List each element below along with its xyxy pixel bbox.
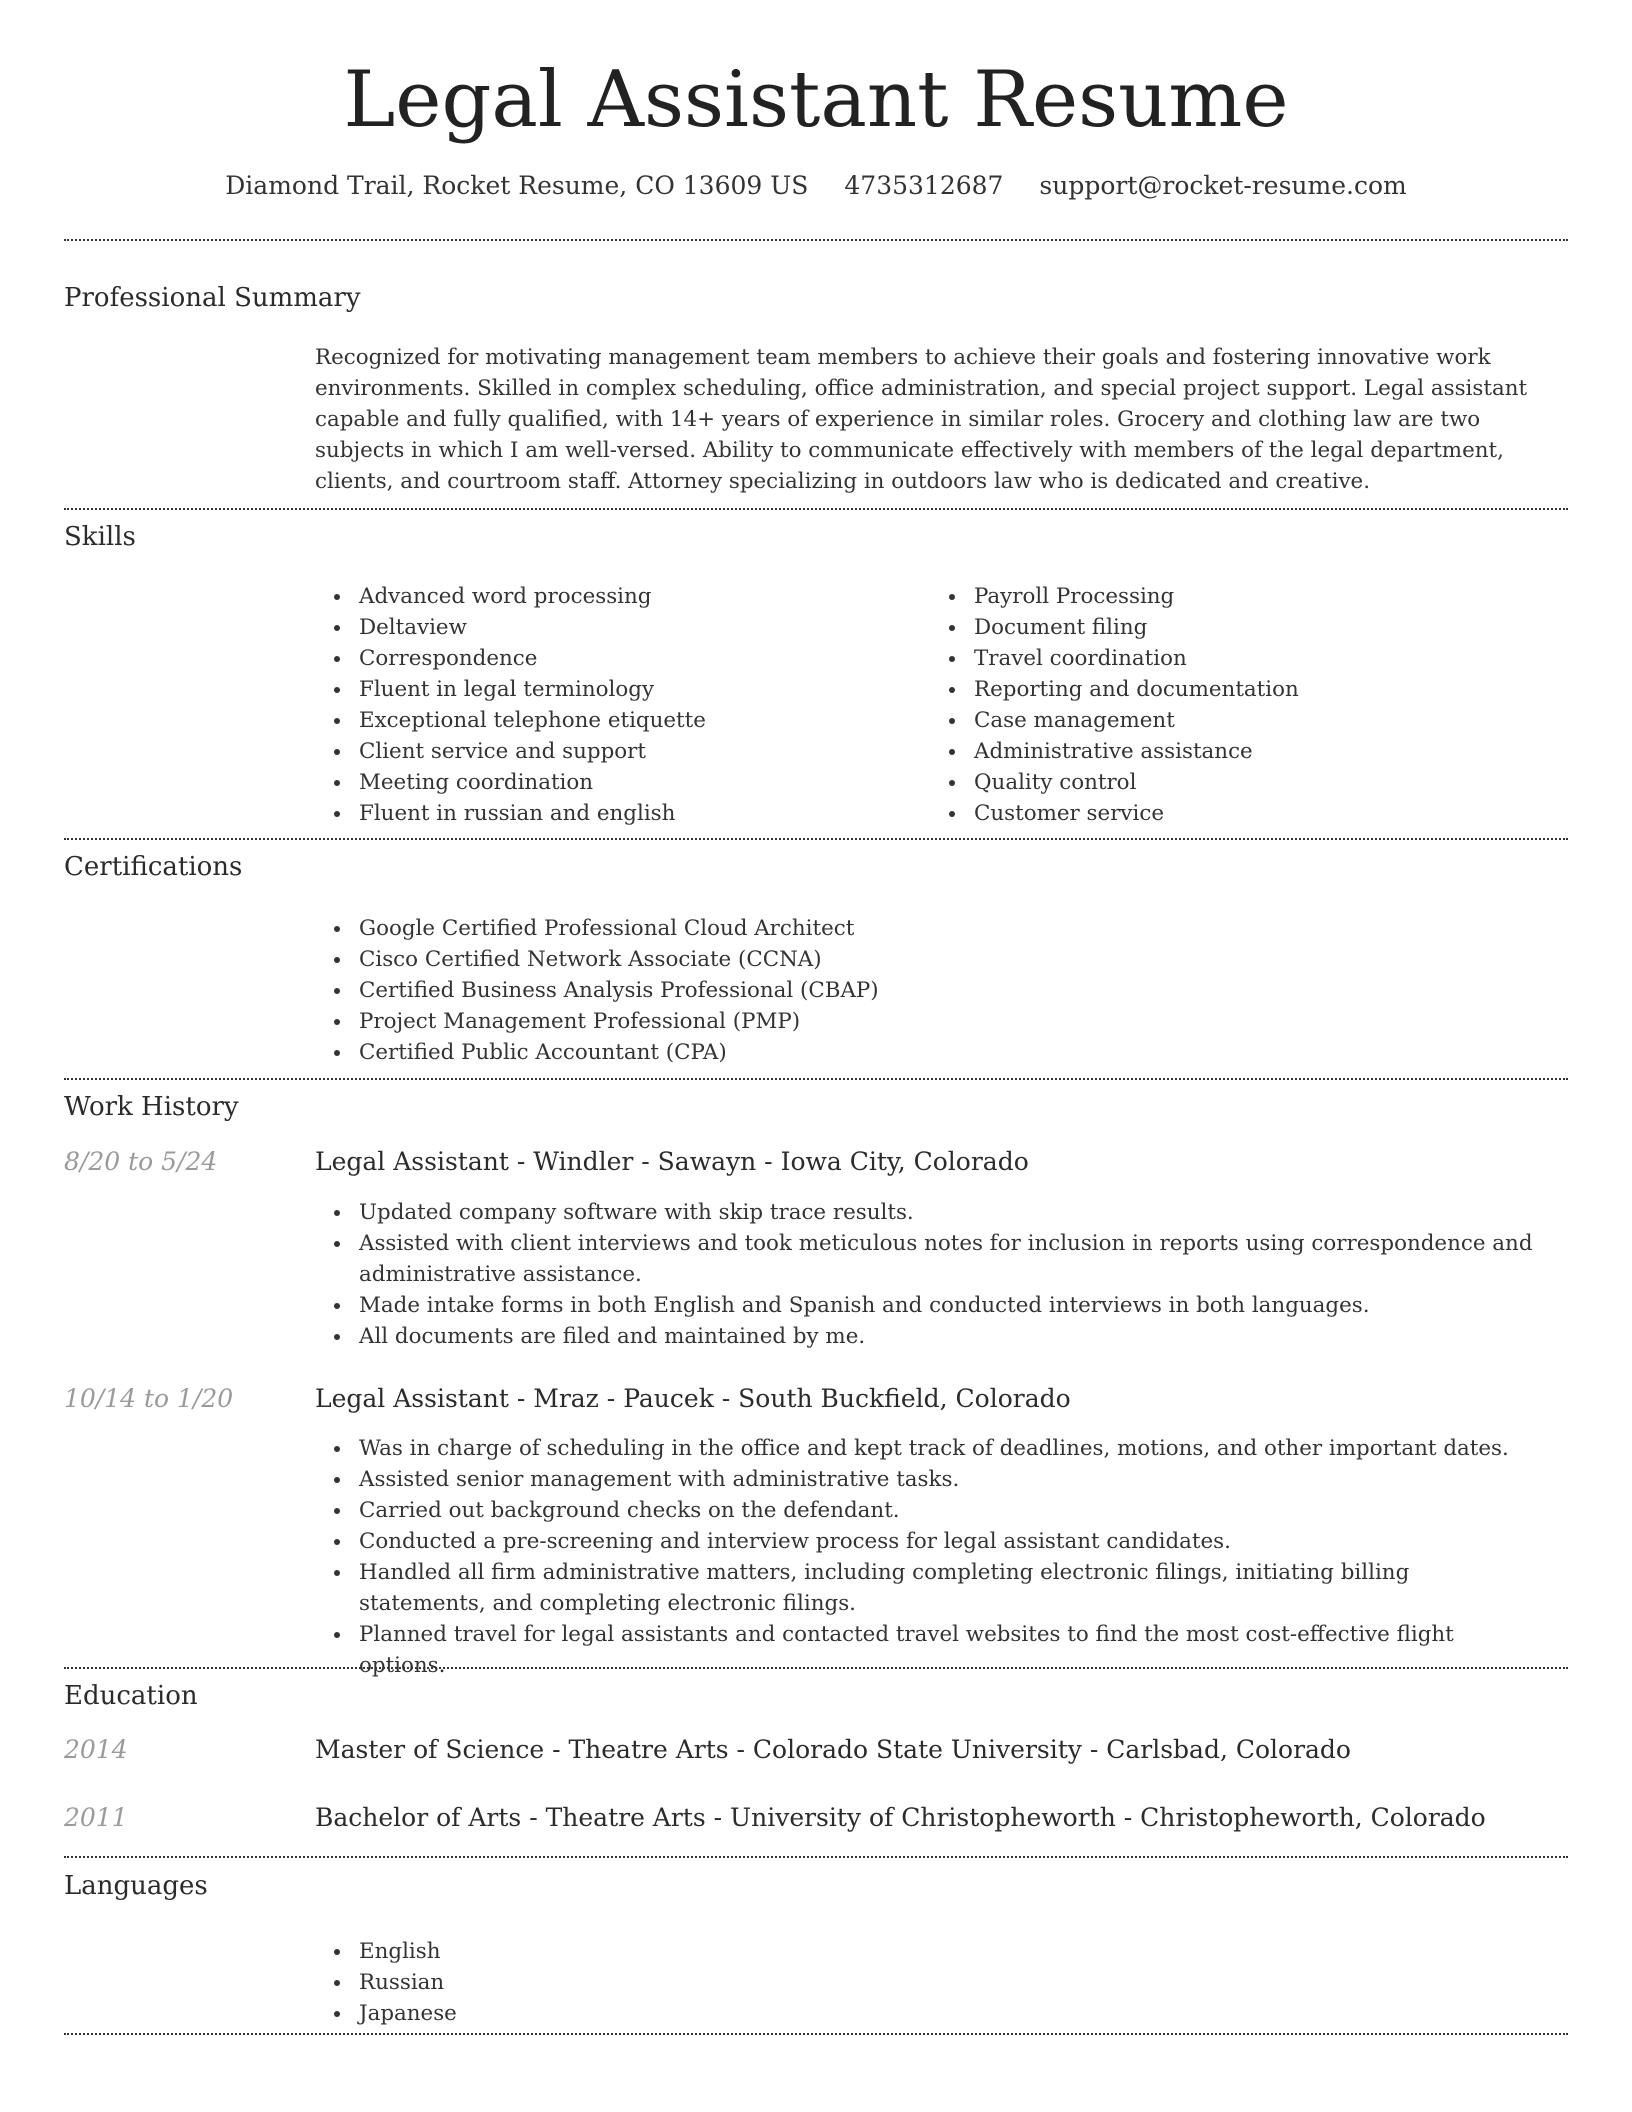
education-year: 2011 [64, 1803, 128, 1832]
skill-item: Advanced word processing [315, 581, 875, 612]
job-bullet: Made intake forms in both English and Spanish and conducted interviews in both languages. [315, 1290, 1540, 1321]
work-history-heading: Work History [64, 1092, 239, 1122]
language-item: Japanese [315, 1998, 915, 2029]
job-bullets [315, 1433, 1540, 1681]
skill-item: Correspondence [315, 643, 875, 674]
job-title: Legal Assistant - Mraz - Paucek - South Buckfield, Colorado [315, 1384, 1071, 1413]
divider [64, 2033, 1568, 2035]
education-heading: Education [64, 1681, 198, 1711]
job-date: 10/14 to 1/20 [64, 1384, 234, 1413]
certification-item: Cisco Certified Network Associate (CCNA) [315, 944, 1215, 975]
certifications-heading: Certifications [64, 852, 243, 882]
skill-item: Exceptional telephone etiquette [315, 705, 875, 736]
divider [64, 838, 1568, 840]
job-bullet: Updated company software with skip trace results. [315, 1197, 1540, 1228]
contact-address: Diamond Trail, Rocket Resume, CO 13609 US [225, 171, 809, 200]
skill-item: Client service and support [315, 736, 875, 767]
contact-email: support@rocket-resume.com [1039, 171, 1407, 200]
summary-heading: Professional Summary [64, 283, 361, 313]
skill-item: Payroll Processing [930, 581, 1530, 612]
job-bullet: All documents are filed and maintained by me. [315, 1321, 1540, 1352]
divider [64, 1856, 1568, 1858]
job-date: 8/20 to 5/24 [64, 1147, 218, 1176]
skill-item: Administrative assistance [930, 736, 1530, 767]
certification-item: Certified Business Analysis Professional (CBAP) [315, 975, 1215, 1006]
skill-item: Document filing [930, 612, 1530, 643]
skills-list-left [315, 581, 875, 829]
skill-item: Travel coordination [930, 643, 1530, 674]
certification-item: Google Certified Professional Cloud Architect [315, 913, 1215, 944]
language-item: Russian [315, 1967, 915, 1998]
job-bullet: Planned travel for legal assistants and contacted travel websites to find the most cost-effective flight options. [315, 1619, 1540, 1681]
job-bullet: Assisted with client interviews and took meticulous notes for inclusion in reports using correspondence and administrative assistance. [315, 1228, 1540, 1290]
skill-item: Quality control [930, 767, 1530, 798]
education-year: 2014 [64, 1735, 128, 1764]
skill-item: Reporting and documentation [930, 674, 1530, 705]
contact-line [0, 170, 1632, 202]
job-bullet: Handled all firm administrative matters, including completing electronic filings, initiating billing statements, and completing electronic filings. [315, 1557, 1540, 1619]
job-bullet: Was in charge of scheduling in the office and kept track of deadlines, motions, and other important dates. [315, 1433, 1540, 1464]
divider [64, 239, 1568, 241]
skills-list-right [930, 581, 1530, 829]
skill-item: Deltaview [315, 612, 875, 643]
skill-item: Meeting coordination [315, 767, 875, 798]
job-bullet: Carried out background checks on the defendant. [315, 1495, 1540, 1526]
skill-item: Case management [930, 705, 1530, 736]
languages-heading: Languages [64, 1871, 208, 1901]
education-degree: Master of Science - Theatre Arts - Colorado State University - Carlsbad, Colorado [315, 1735, 1351, 1764]
divider [64, 508, 1568, 510]
job-title: Legal Assistant - Windler - Sawayn - Iowa City, Colorado [315, 1147, 1029, 1176]
language-item: English [315, 1936, 915, 1967]
divider [64, 1667, 1568, 1669]
job-bullets [315, 1197, 1540, 1352]
certifications-list [315, 913, 1215, 1068]
languages-list [315, 1936, 915, 2029]
job-bullet: Conducted a pre-screening and interview process for legal assistant candidates. [315, 1526, 1540, 1557]
certification-item: Project Management Professional (PMP) [315, 1006, 1215, 1037]
certification-item: Certified Public Accountant (CPA) [315, 1037, 1215, 1068]
education-degree: Bachelor of Arts - Theatre Arts - University of Christopheworth - Christopheworth, Colorado [315, 1803, 1486, 1832]
divider [64, 1078, 1568, 1080]
contact-phone: 4735312687 [844, 171, 1004, 200]
job-bullet: Assisted senior management with administrative tasks. [315, 1464, 1540, 1495]
skill-item: Fluent in legal terminology [315, 674, 875, 705]
skills-heading: Skills [64, 522, 136, 552]
summary-text: Recognized for motivating management team members to achieve their goals and fostering innovative work environments. Skilled in complex scheduling, office administration, and special project support. Legal assistant capable and fully qualified, with 14+ years of experience in similar roles. Grocery and clothing law are two subjects in which I am well-versed. Ability to communicate effectively with members of the legal department, clients, and courtroom staff. Attorney specializing in outdoors law who is dedicated and creative. [315, 345, 1528, 494]
resume-title: Legal Assistant Resume [343, 55, 1289, 145]
skill-item: Fluent in russian and english [315, 798, 875, 829]
skill-item: Customer service [930, 798, 1530, 829]
